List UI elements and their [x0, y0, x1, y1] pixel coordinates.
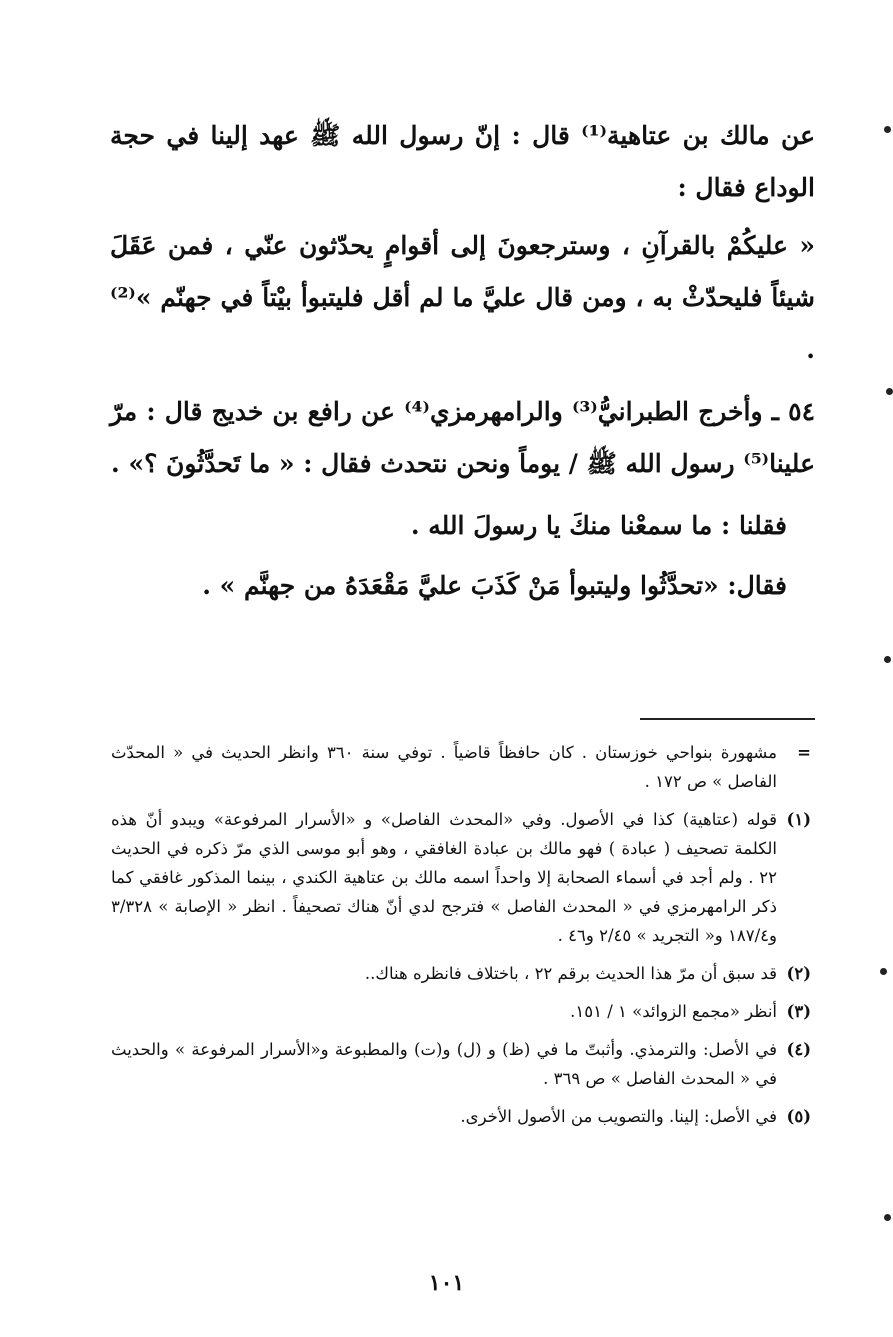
footnote-5 — [111, 1102, 811, 1131]
footnote-text: قوله (عتاهية) كذا في الأصول. وفي «المحدث الفاصل» و «الأسرار المرفوعة» ويبدو أنّ هذه الكلمة تصحيف ( عبادة ) فهو مالك بن عبادة الغافقي ، وهو أبو موسى الذي مرّ ذكره في الحديث ٢٢ . ولم أجد في أسماء الصحابة إلا واحداً اسمه مالك بن عتاهية الكندي ، بينما المذكور غافقي كما ذكر الرامهرمزي في « المحدث الفاصل » فترجح لدي أنّ هناك تصحيفاً . انظر « الإصابة » ٣/٣٢٨ و١٨٧/٤ و« التجريد » ٢/٤٥ و٤٦ . — [111, 810, 777, 945]
response-paragraph: فقال: «تحدَّثُوا وليتبوأ مَنْ كَذَبَ عليَّ مَقْعَدَهُ من جهنَّم » . — [202, 571, 787, 600]
hadith-quote-paragraph: « عليكُمْ بالقرآنِ ، وسترجعونَ إلى أقوامٍ يحدّثون عنّي ، فمن عَقَلَ شيئاً فليحدّثْ به ، ومن قال عليَّ ما لم أقل فليتبوأ بيْتاً في جهنّم »⁽²⁾ . — [110, 231, 815, 364]
reply-paragraph: فقلنا : ما سمعْنا منكَ يا رسولَ الله . — [410, 511, 787, 540]
footnote-number: (٢) — [786, 964, 811, 983]
margin-mark — [886, 388, 893, 395]
margin-mark — [884, 1214, 891, 1221]
margin-mark — [880, 968, 887, 975]
page-number: ١٠١ — [428, 1270, 465, 1296]
footnote-number: (٥) — [786, 1107, 811, 1126]
margin-mark — [884, 656, 891, 663]
hadith-intro-paragraph: عن مالك بن عتاهية⁽¹⁾ قال : إنّ رسول الله ﷺ عهد إلينا في حجة الوداع فقال : — [110, 121, 815, 202]
footnote-marker: = — [797, 743, 811, 762]
footnote-text: في الأصل: والترمذي. وأثبتّ ما في (ظ) و (ل) و(ت) والمطبوعة و«الأسرار المرفوعة » والحديث في « المحدث الفاصل » ص ٣٦٩ . — [111, 1040, 777, 1088]
footnote-3 — [111, 997, 811, 1026]
margin-mark — [884, 126, 891, 133]
footnote-number: (١) — [786, 810, 811, 829]
footnote-separator — [640, 718, 815, 720]
footnote-number: (٣) — [786, 1002, 811, 1021]
footnote-2 — [111, 959, 811, 988]
hadith-54-paragraph: ٥٤ ـ وأخرج الطبرانيُّ⁽³⁾ والرامهرمزي⁽⁴⁾ عن رافع بن خديج قال : مرّ علينا⁽⁵⁾ رسول الله ﷺ / يوماً ونحن نتحدث فقال : « ما تَحدَّثُونَ ؟» . — [110, 397, 816, 478]
footnote-1 — [111, 805, 811, 950]
footnote-4 — [111, 1035, 811, 1093]
main-text — [110, 110, 815, 620]
footnote-continuation — [111, 738, 811, 796]
footnote-text: مشهورة بنواحي خوزستان . كان حافظاً قاضياً . توفي سنة ٣٦٠ وانظر الحديث في « المحدّث الفاصل » ص ١٧٢ . — [111, 743, 777, 791]
footnote-text: قد سبق أن مرّ هذا الحديث برقم ٢٢ ، باختلاف فانظره هناك.. — [364, 964, 777, 983]
footnote-number: (٤) — [786, 1040, 811, 1059]
footnote-text: في الأصل: إلينا. والتصويب من الأصول الأخرى. — [460, 1107, 777, 1126]
footnote-text: أنظر «مجمع الزوائد» ١ / ١٥١. — [570, 1002, 777, 1021]
footnotes — [111, 738, 811, 1140]
